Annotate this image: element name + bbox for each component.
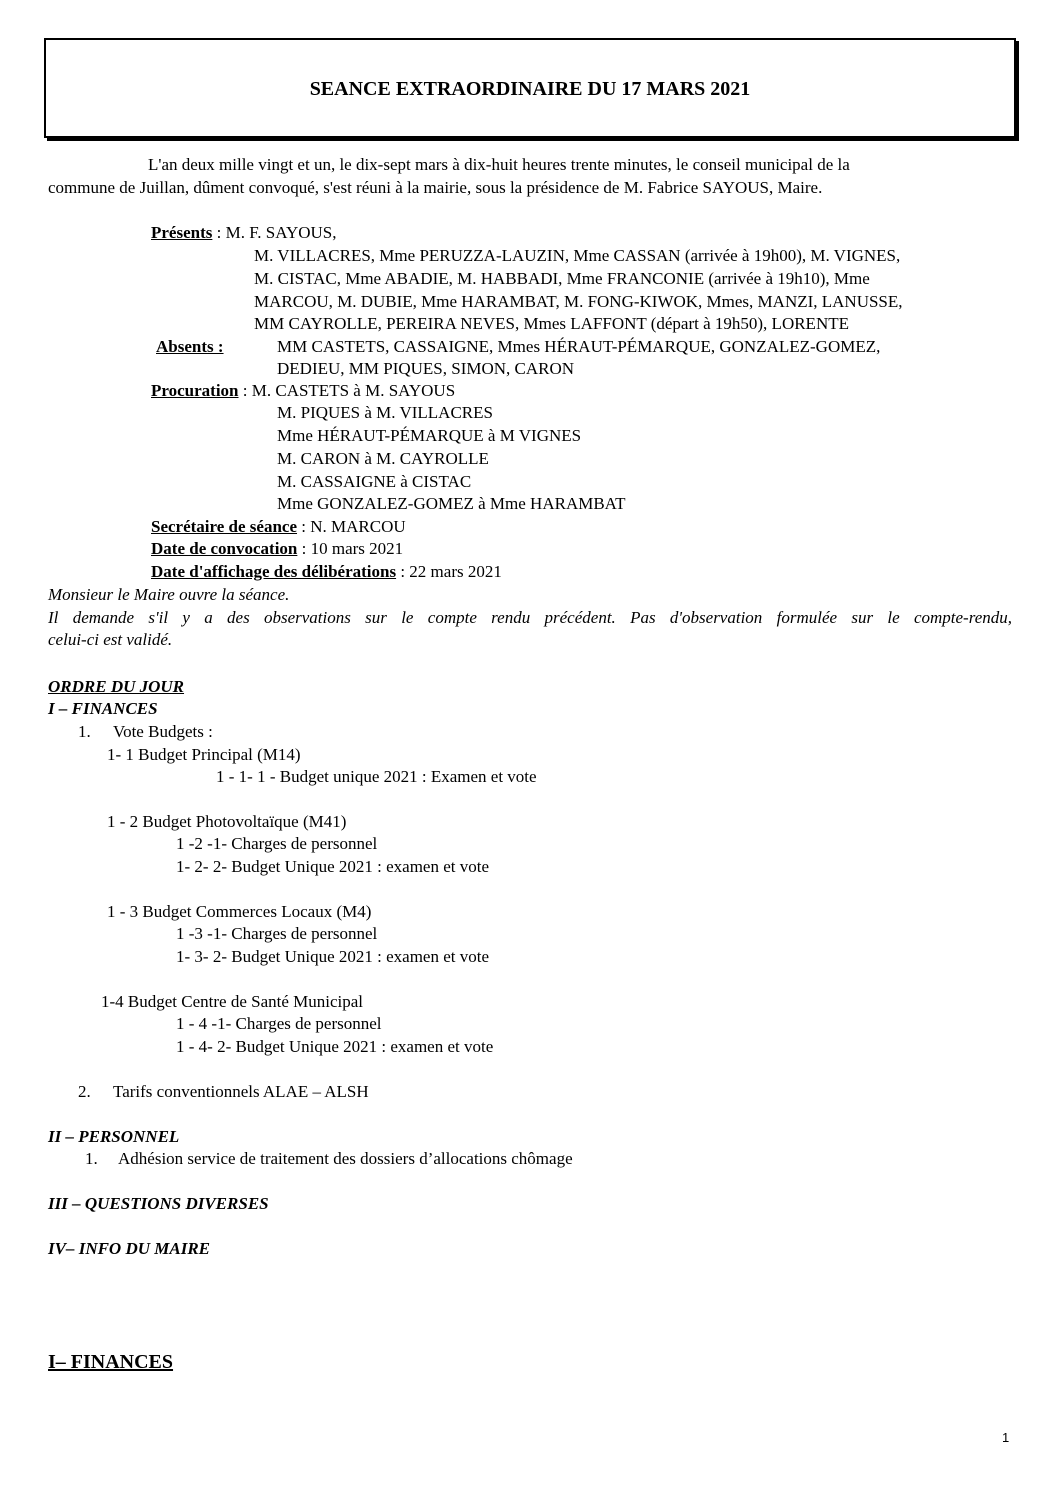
page-number: 1 [1002, 1430, 1010, 1445]
absents-line: MM CASTETS, CASSAIGNE, Mmes HÉRAUT-PÉMARQUE, GONZALEZ-GOMEZ, [277, 337, 881, 356]
secretaire-label: Secrétaire de séance [151, 517, 298, 536]
affichage-value: : 22 mars 2021 [396, 562, 502, 581]
budget-item: 1- 1 Budget Principal (M14) [107, 745, 301, 764]
agenda-personnel: II – PERSONNEL [48, 1127, 180, 1146]
absents-label-text: Absents : [156, 337, 224, 356]
affichage-row [151, 561, 502, 583]
budget-subitem: 1- 2- 2- Budget Unique 2021 : examen et vote [176, 857, 490, 876]
budget-subitem: 1- 3- 2- Budget Unique 2021 : examen et vote [176, 947, 490, 966]
presents-line: M. CISTAC, Mme ABADIE, M. HABBADI, Mme FRANCONIE (arrivée à 19h10), Mme [254, 269, 870, 288]
budget-subitem: 1 -2 -1- Charges de personnel [176, 834, 378, 853]
convocation-value: : 10 mars 2021 [297, 539, 404, 558]
section-heading: I– FINANCES [48, 1351, 174, 1373]
budget-subitem: 1 - 1- 1 - Budget unique 2021 : Examen et vote [216, 767, 537, 786]
procuration-row [151, 380, 455, 402]
title-box [44, 38, 1016, 138]
procuration-line: Mme HÉRAUT-PÉMARQUE à M VIGNES [277, 426, 582, 445]
budget-subitem: 1 - 4 -1- Charges de personnel [176, 1014, 382, 1033]
procuration-line: Mme GONZALEZ-GOMEZ à Mme HARAMBAT [277, 494, 626, 513]
convocation-label: Date de convocation [151, 539, 298, 558]
agenda-questions: III – QUESTIONS DIVERSES [48, 1194, 269, 1213]
tarifs-num: 2. [78, 1082, 91, 1101]
presents-line: M. VILLACRES, Mme PERUZZA-LAUZIN, Mme CASSAN (arrivée à 19h00), M. VIGNES, [254, 246, 901, 265]
procuration-label: Procuration [151, 381, 239, 400]
procuration-line: M. PIQUES à M. VILLACRES [277, 403, 493, 422]
tarifs-item: Tarifs conventionnels ALAE – ALSH [113, 1082, 369, 1101]
intro-line-2: commune de Juillan, dûment convoqué, s'est réuni à la mairie, sous la présidence de M. Fabrice SAYOUS, Maire. [48, 178, 823, 197]
budget-item: 1-4 Budget Centre de Santé Municipal [101, 992, 364, 1011]
presents-line: MM CAYROLLE, PEREIRA NEVES, Mmes LAFFONT (départ à 19h50), LORENTE [254, 314, 849, 333]
presents-row [151, 222, 337, 244]
agenda-finances: I – FINANCES [48, 699, 158, 718]
budget-item: 1 - 2 Budget Photovoltaïque (M41) [107, 812, 347, 831]
presents-first: : M. F. SAYOUS, [212, 223, 337, 242]
budget-item: 1 - 3 Budget Commerces Locaux (M4) [107, 902, 372, 921]
procuration-first: : M. CASTETS à M. SAYOUS [238, 381, 456, 400]
presents-label: Présents [151, 223, 213, 242]
absents-line: DEDIEU, MM PIQUES, SIMON, CARON [277, 359, 575, 378]
budget-subitem: 1 - 4- 2- Budget Unique 2021 : examen et vote [176, 1037, 494, 1056]
opening-line-3: celui-ci est validé. [48, 630, 173, 649]
opening-line-2: Il demande s'il y a des observations sur le compte rendu précédent. Pas d'observation formulée sur le compte-rendu, [48, 608, 1012, 627]
procuration-line: M. CASSAIGNE à CISTAC [277, 472, 472, 491]
absents-label [156, 336, 224, 358]
agenda-heading: ORDRE DU JOUR [48, 677, 185, 696]
convocation-row [151, 538, 403, 560]
budget-subitem: 1 -3 -1- Charges de personnel [176, 924, 378, 943]
opening-line-1: Monsieur le Maire ouvre la séance. [48, 585, 290, 604]
presents-line: MARCOU, M. DUBIE, Mme HARAMBAT, M. FONG-KIWOK, Mmes, MANZI, LANUSSE, [254, 292, 903, 311]
affichage-label: Date d'affichage des délibérations [151, 562, 397, 581]
vote-num: 1. [78, 722, 91, 741]
secretaire-value: : N. MARCOU [297, 517, 406, 536]
agenda-info: IV– INFO DU MAIRE [48, 1239, 211, 1258]
secretaire-row [151, 516, 406, 538]
vote-budgets: Vote Budgets : [113, 722, 213, 741]
page-title: SEANCE EXTRAORDINAIRE DU 17 MARS 2021 [309, 78, 751, 100]
procuration-line: M. CARON à M. CAYROLLE [277, 449, 489, 468]
adhesion-item: Adhésion service de traitement des dossiers d’allocations chômage [118, 1149, 573, 1168]
adhesion-num: 1. [85, 1149, 98, 1168]
intro-line-1: L'an deux mille vingt et un, le dix-sept mars à dix-huit heures trente minutes, le conseil municipal de la [148, 155, 850, 174]
